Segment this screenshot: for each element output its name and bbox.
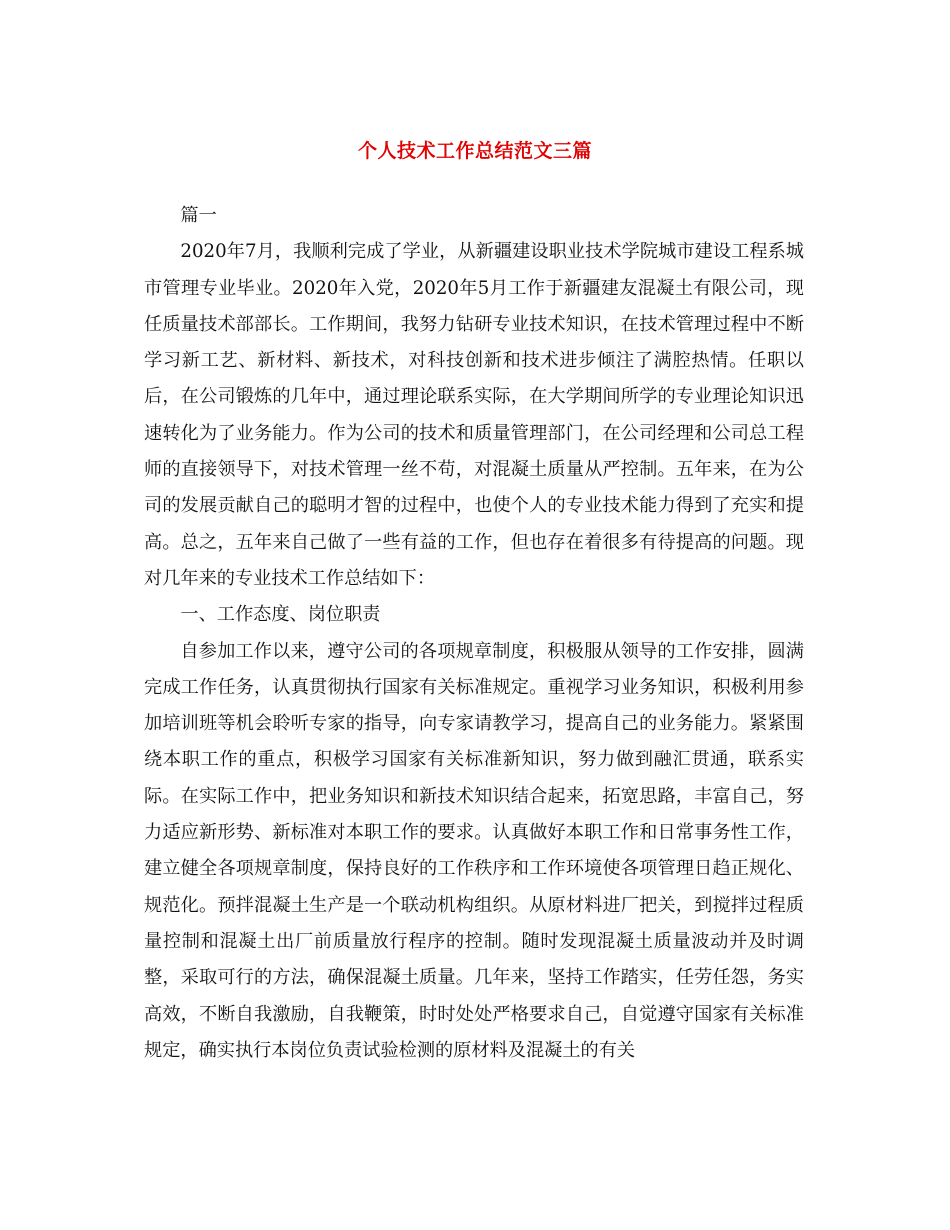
document-title: 个人技术工作总结范文三篇: [357, 140, 592, 162]
document-body: [144, 198, 804, 1069]
section-heading: 一、工作态度、岗位职责: [180, 604, 381, 626]
paragraph-intro: 2020年7月，我顺利完成了学业，从新疆建设职业技术学院城市建设工程系城市管理专业毕业。2020年入党，2020年5月工作于新疆建友混凝土有限公司，现任质量技术部部长。工作期间，我努力钻研专业技术知识，在技术管理过程中不断学习新工艺、新材料、新技术，对科技创新和技术进步倾注了满腔热情。任职以后，在公司锻炼的几年中，通过理论联系实际，在大学期间所学的专业理论知识迅速转化为了业务能力。作为公司的技术和质量管理部门，在公司经理和公司总工程师的直接领导下，对技术管理一丝不苟，对混凝土质量从严控制。五年来，在为公司的发展贡献自己的聪明才智的过程中，也使个人的专业技术能力得到了充实和提高。总之，五年来自己做了一些有益的工作，但也存在着很多有待提高的问题。现对几年来的专业技术工作总结如下：: [144, 241, 804, 589]
paragraph-duties: 自参加工作以来，遵守公司的各项规章制度，积极服从领导的工作安排，圆满完成工作任务，认真贯彻执行国家有关标准规定。重视学习业务知识，积极利用参加培训班等机会聆听专家的指导，向专家请教学习，提高自己的业务能力。紧紧围绕本职工作的重点，积极学习国家有关标准新知识，努力做到融汇贯通，联系实际。在实际工作中，把业务知识和新技术知识结合起来，拓宽思路，丰富自己，努力适应新形势、新标准对本职工作的要求。认真做好本职工作和日常事务性工作，建立健全各项规章制度，保持良好的工作秩序和工作环境使各项管理日趋正规化、规范化。预拌混凝土生产是一个联动机构组织。从原材料进厂把关，到搅拌过程质量控制和混凝土出厂前质量放行程序的控制。随时发现混凝土质量波动并及时调整，采取可行的方法，确保混凝土质量。几年来，坚持工作踏实，任劳任怨，务实高效，不断自我激励，自我鞭策，时时处处严格要求自己，自觉遵守国家有关标准规定，确实执行本岗位负责试验检测的原材料及混凝土的有关: [144, 640, 804, 1061]
section-label: 篇一: [180, 205, 217, 226]
